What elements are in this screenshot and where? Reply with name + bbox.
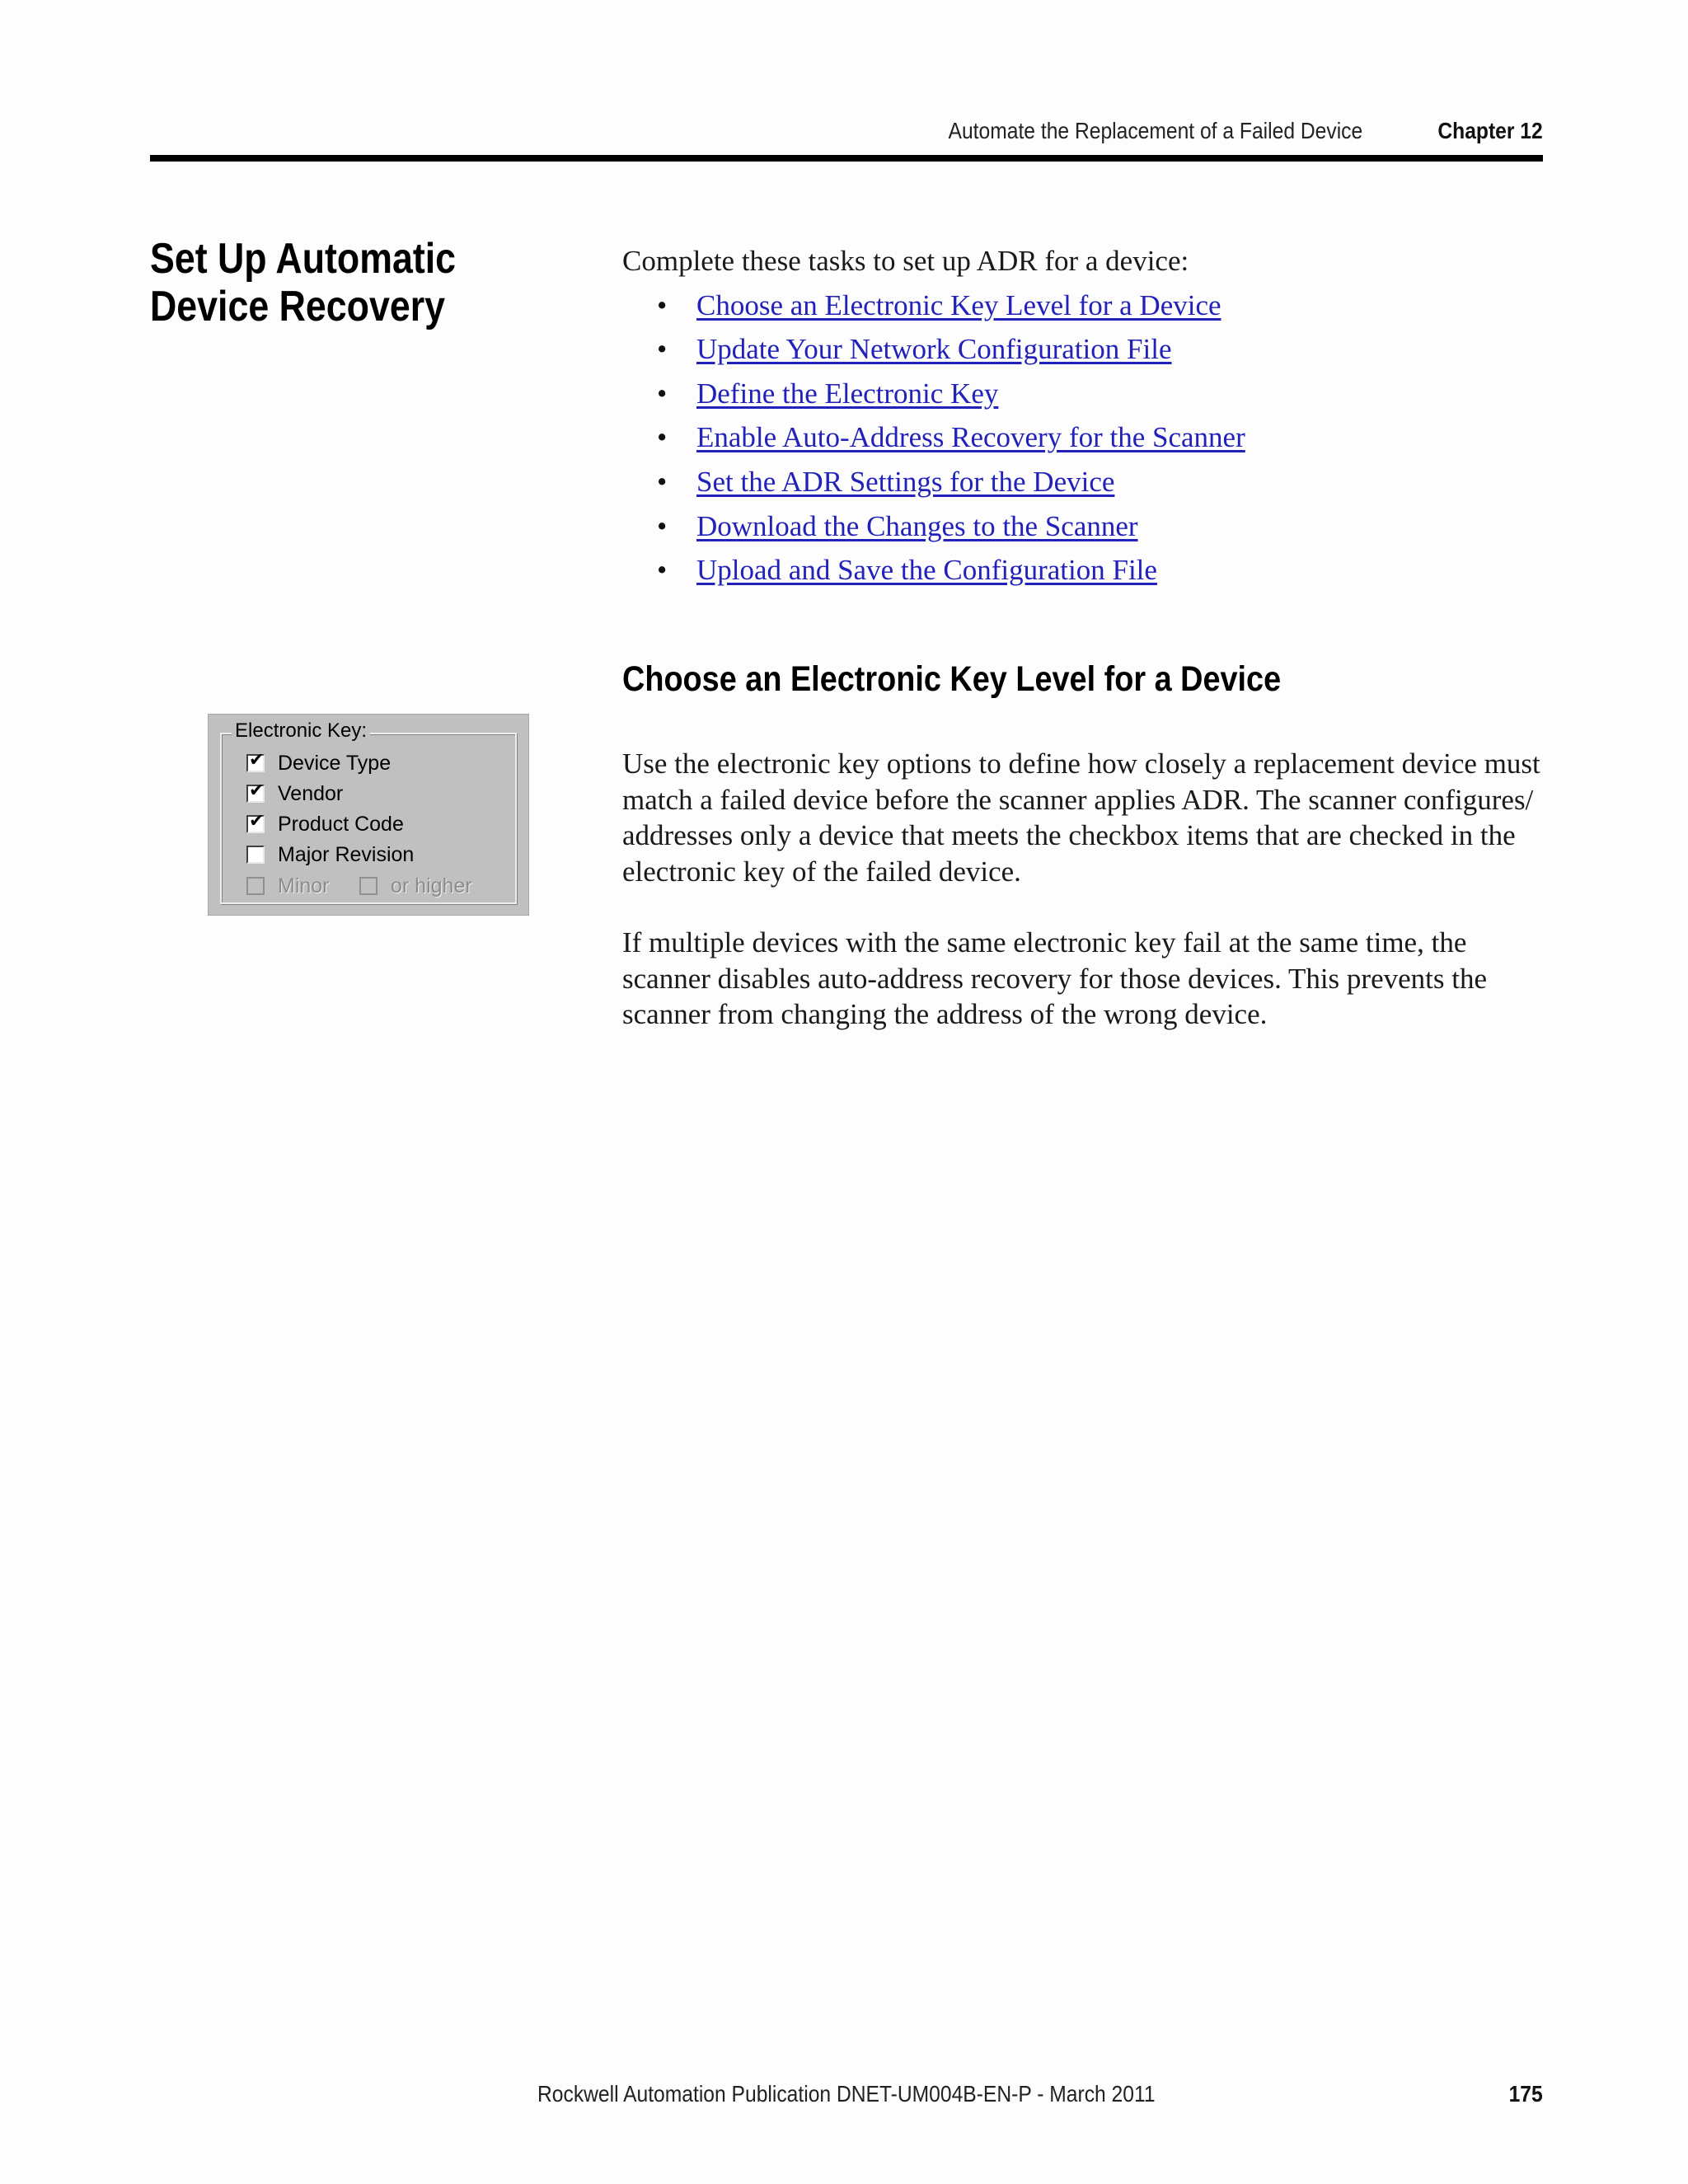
bullet-icon: • xyxy=(657,465,668,498)
page-number: 175 xyxy=(1508,2081,1543,2107)
electronic-key-legend: Electronic Key: xyxy=(232,719,370,743)
bullet-icon: • xyxy=(657,333,668,366)
task-list xyxy=(622,284,1545,593)
product-code-label: Product Code xyxy=(278,812,404,836)
list-item xyxy=(622,415,1545,460)
checkmark-icon: ✔ xyxy=(249,811,265,832)
running-header-title: Automate the Replacement of a Failed Device xyxy=(948,118,1362,143)
or-higher-label: or higher xyxy=(391,874,472,898)
checkmark-icon: ✔ xyxy=(249,750,265,771)
major-revision-checkbox-row[interactable] xyxy=(246,842,414,867)
list-item xyxy=(622,460,1545,504)
product-code-checkbox-row[interactable] xyxy=(246,812,404,837)
list-item xyxy=(622,504,1545,549)
vendor-checkbox[interactable] xyxy=(246,780,265,803)
electronic-key-panel xyxy=(208,714,529,916)
device-type-label: Device Type xyxy=(278,751,392,775)
vendor-label: Vendor xyxy=(278,781,344,805)
major-revision-checkbox[interactable] xyxy=(246,846,265,864)
footer-publication: Rockwell Automation Publication DNET-UM004B-EN-P - March 2011 xyxy=(537,2081,1156,2107)
list-item xyxy=(622,327,1545,372)
subsection-heading: Choose an Electronic Key Level for a Device xyxy=(622,659,1282,699)
checkmark-icon: ✔ xyxy=(249,780,265,801)
task-link-set-adr-settings[interactable]: Set the ADR Settings for the Device xyxy=(696,465,1115,498)
list-item xyxy=(622,284,1545,328)
major-revision-label: Major Revision xyxy=(278,842,415,866)
bullet-icon: • xyxy=(657,509,668,542)
device-type-checkbox[interactable] xyxy=(246,750,265,772)
task-link-download-changes[interactable]: Download the Changes to the Scanner xyxy=(696,509,1138,542)
vendor-checkbox-row[interactable] xyxy=(246,781,343,806)
product-code-checkbox[interactable] xyxy=(246,811,265,833)
header-rule xyxy=(150,155,1543,162)
intro-text: Complete these tasks to set up ADR for a device: xyxy=(622,245,1189,277)
task-overview xyxy=(622,239,1545,593)
list-item xyxy=(622,548,1545,593)
body-paragraph: Use the electronic key options to define how closely a replacement device must match a failed device before the scanner applies ADR. The scanner configures/ addresses only a device that meets the checkbox items that are checked in the electronic key of the failed device. xyxy=(622,748,1540,888)
bullet-icon: • xyxy=(657,288,668,321)
task-link-choose-key-level[interactable]: Choose an Electronic Key Level for a Device xyxy=(696,288,1221,321)
or-higher-checkbox-row xyxy=(359,874,472,898)
minor-checkbox xyxy=(246,877,265,895)
device-type-checkbox-row[interactable] xyxy=(246,751,391,776)
minor-checkbox-row xyxy=(246,874,330,898)
or-higher-checkbox xyxy=(359,877,377,895)
task-link-upload-save[interactable]: Upload and Save the Configuration File xyxy=(696,554,1157,587)
task-link-update-config-file[interactable]: Update Your Network Configuration File xyxy=(696,333,1172,366)
minor-label: Minor xyxy=(278,874,330,898)
section-heading: Set Up Automatic Device Recovery xyxy=(150,235,457,330)
body-paragraph: If multiple devices with the same electronic key fail at the same time, the scanner disables auto-address recovery for those devices. This prevents the scanner from changing the address of the wrong device. xyxy=(622,926,1487,1030)
bullet-icon: • xyxy=(657,554,668,587)
task-link-enable-auto-address[interactable]: Enable Auto-Address Recovery for the Scanner xyxy=(696,421,1245,454)
bullet-icon: • xyxy=(657,377,668,410)
list-item xyxy=(622,372,1545,416)
bullet-icon: • xyxy=(657,421,668,454)
task-link-define-key[interactable]: Define the Electronic Key xyxy=(696,377,999,410)
running-header-chapter: Chapter 12 xyxy=(1437,118,1543,143)
